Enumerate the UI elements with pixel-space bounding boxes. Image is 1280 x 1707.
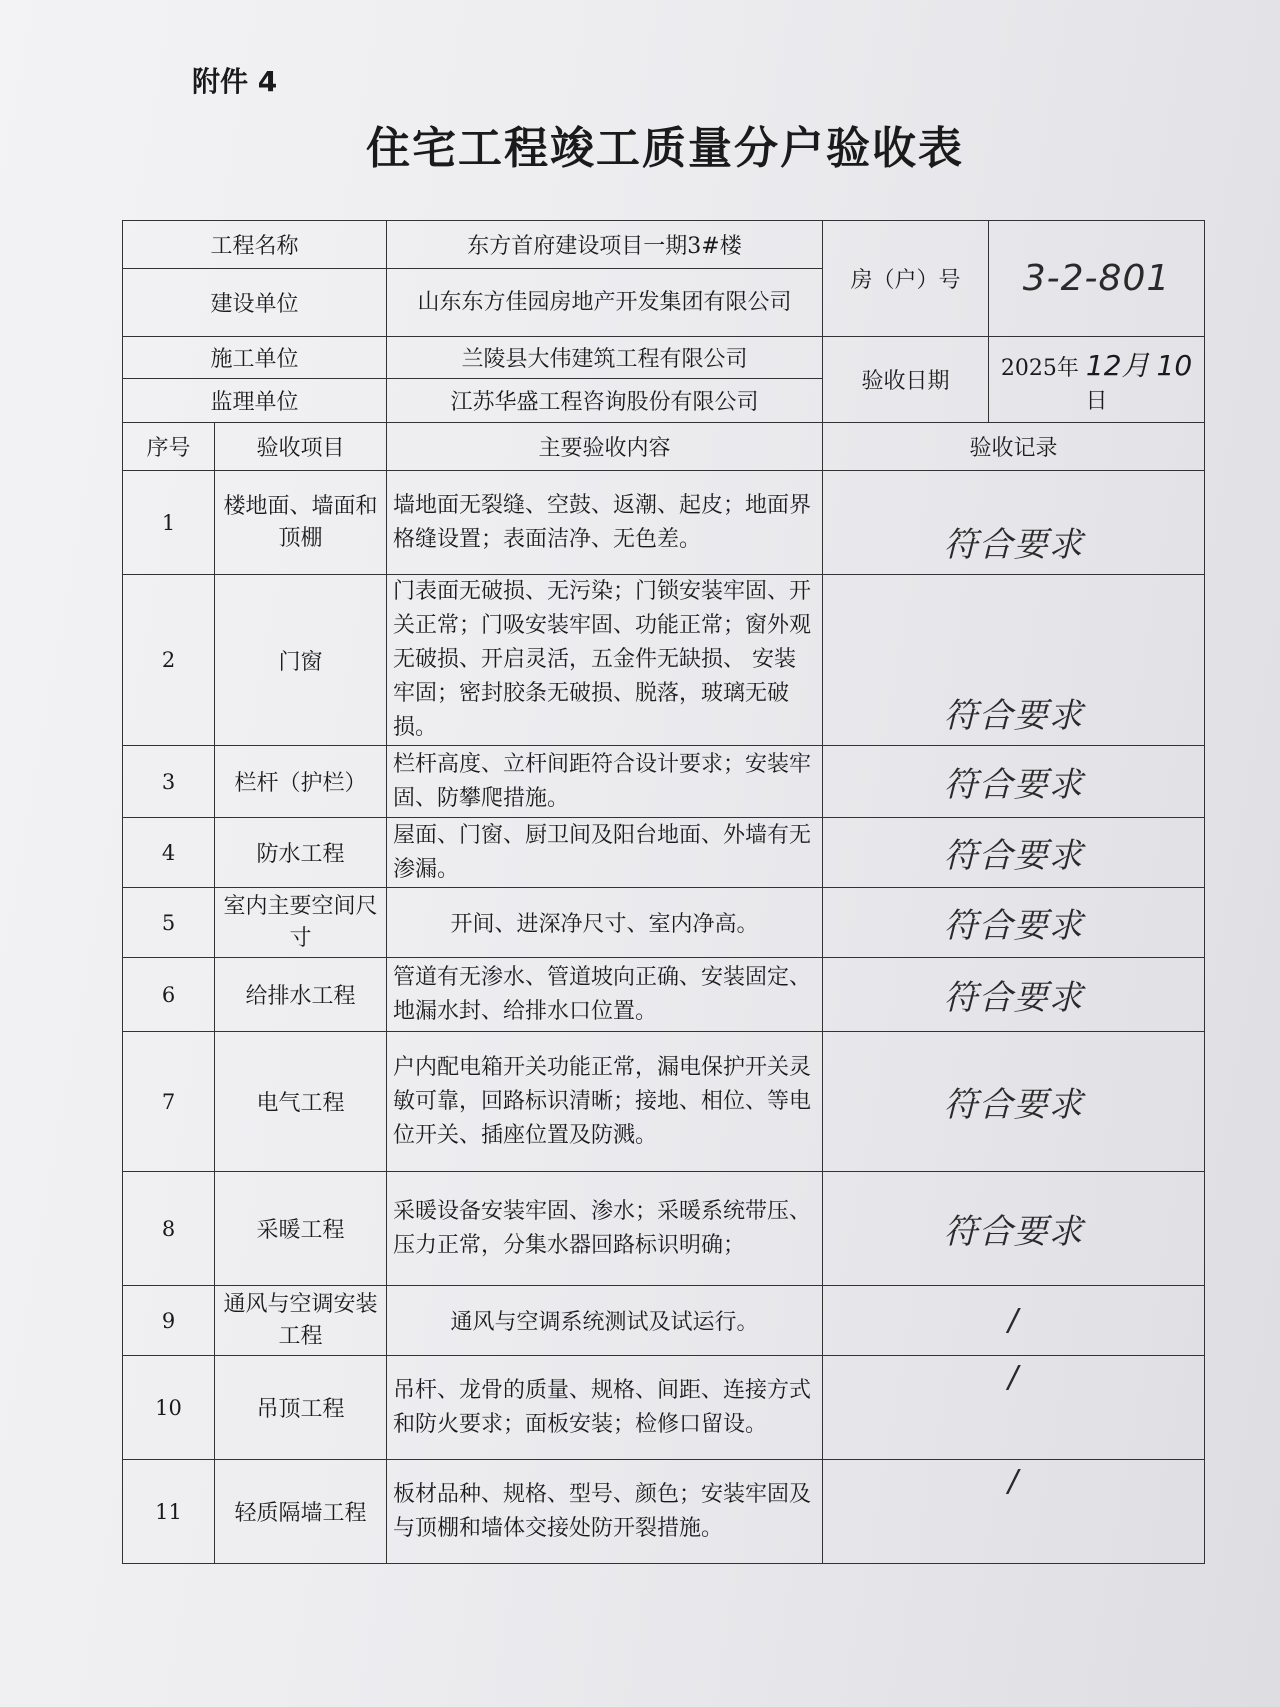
row-content: 板材品种、规格、型号、颜色；安装牢固及与顶棚和墙体交接处防开裂措施。	[387, 1460, 823, 1564]
row-seq: 11	[123, 1460, 215, 1564]
attachment-label: 附件 4	[192, 65, 278, 98]
row-item: 室内主要空间尺寸	[215, 888, 387, 958]
row-content: 开间、进深净尺寸、室内净高。	[387, 888, 823, 958]
row-item: 栏杆（护栏）	[215, 746, 387, 818]
date-year: 2025年	[1000, 356, 1079, 381]
row-item: 门窗	[215, 575, 387, 746]
table-row	[123, 888, 1205, 958]
table-row	[123, 471, 1205, 575]
header-seq: 序号	[123, 423, 215, 471]
row-record: 符合要求	[823, 818, 1205, 888]
date-day: 10	[1156, 349, 1193, 382]
row-content: 墙地面无裂缝、空鼓、返潮、起皮；地面界格缝设置；表面洁净、无色差。	[387, 471, 823, 575]
row-item: 电气工程	[215, 1032, 387, 1172]
row-content: 栏杆高度、立杆间距符合设计要求；安装牢固、防攀爬措施。	[387, 746, 823, 818]
row-record: 符合要求	[823, 471, 1205, 575]
row-record: 符合要求	[823, 888, 1205, 958]
date-value	[989, 337, 1205, 423]
row-item: 吊顶工程	[215, 1356, 387, 1460]
info-row-project	[123, 221, 1205, 269]
row-content: 户内配电箱开关功能正常，漏电保护开关灵敏可靠，回路标识清晰；接地、相位、等电位开关、插座位置及防溅。	[387, 1032, 823, 1172]
row-content: 吊杆、龙骨的质量、规格、间距、连接方式和防火要求；面板安装；检修口留设。	[387, 1356, 823, 1460]
row-seq: 5	[123, 888, 215, 958]
header-item: 验收项目	[215, 423, 387, 471]
table-row	[123, 958, 1205, 1032]
row-record: /	[823, 1356, 1205, 1460]
room-no-label: 房（户）号	[823, 221, 989, 337]
row-item: 轻质隔墙工程	[215, 1460, 387, 1564]
row-item: 采暖工程	[215, 1172, 387, 1286]
row-record: 符合要求	[823, 1172, 1205, 1286]
header-row	[123, 423, 1205, 471]
header-record: 验收记录	[823, 423, 1205, 471]
row-item: 通风与空调安装工程	[215, 1286, 387, 1356]
row-record: 符合要求	[823, 746, 1205, 818]
room-no-value: 3-2-801	[989, 221, 1205, 337]
builder-value: 山东东方佳园房地产开发集团有限公司	[387, 269, 823, 337]
table-row	[123, 1032, 1205, 1172]
row-record: /	[823, 1286, 1205, 1356]
row-record: /	[823, 1460, 1205, 1564]
row-content: 门表面无破损、无污染；门锁安装牢固、开关正常；门吸安装牢固、功能正常；窗外观无破损、开启灵活，五金件无缺损、 安装牢固；密封胶条无破损、脱落，玻璃无破损。	[387, 575, 823, 746]
row-content: 采暖设备安装牢固、渗水；采暖系统带压、压力正常，分集水器回路标识明确；	[387, 1172, 823, 1286]
table-row	[123, 1356, 1205, 1460]
row-record: 符合要求	[823, 1032, 1205, 1172]
builder-label: 建设单位	[123, 269, 387, 337]
table-row	[123, 818, 1205, 888]
table-row	[123, 1172, 1205, 1286]
row-content: 管道有无渗水、管道坡向正确、安装固定、地漏水封、给排水口位置。	[387, 958, 823, 1032]
row-seq: 3	[123, 746, 215, 818]
date-label: 验收日期	[823, 337, 989, 423]
row-seq: 4	[123, 818, 215, 888]
row-record: 符合要求	[823, 958, 1205, 1032]
constructor-label: 施工单位	[123, 337, 387, 379]
info-row-constructor	[123, 337, 1205, 379]
supervisor-value: 江苏华盛工程咨询股份有限公司	[387, 379, 823, 423]
row-seq: 10	[123, 1356, 215, 1460]
table-row	[123, 1286, 1205, 1356]
row-seq: 8	[123, 1172, 215, 1286]
row-seq: 9	[123, 1286, 215, 1356]
row-seq: 1	[123, 471, 215, 575]
header-content: 主要验收内容	[387, 423, 823, 471]
supervisor-label: 监理单位	[123, 379, 387, 423]
document-title: 住宅工程竣工质量分户验收表	[366, 123, 964, 174]
row-item: 给排水工程	[215, 958, 387, 1032]
date-day-suffix: 日	[1085, 389, 1108, 414]
row-seq: 2	[123, 575, 215, 746]
acceptance-table	[122, 220, 1205, 1564]
table-row	[123, 746, 1205, 818]
project-name-value: 东方首府建设项目一期3#楼	[387, 221, 823, 269]
project-name-label: 工程名称	[123, 221, 387, 269]
row-record: 符合要求	[823, 575, 1205, 746]
row-content: 屋面、门窗、厨卫间及阳台地面、外墙有无渗漏。	[387, 818, 823, 888]
table-row	[123, 575, 1205, 746]
row-seq: 6	[123, 958, 215, 1032]
row-item: 楼地面、墙面和顶棚	[215, 471, 387, 575]
row-content: 通风与空调系统测试及试运行。	[387, 1286, 823, 1356]
date-month: 12月	[1085, 349, 1150, 382]
row-seq: 7	[123, 1032, 215, 1172]
row-item: 防水工程	[215, 818, 387, 888]
table-row	[123, 1460, 1205, 1564]
constructor-value: 兰陵县大伟建筑工程有限公司	[387, 337, 823, 379]
